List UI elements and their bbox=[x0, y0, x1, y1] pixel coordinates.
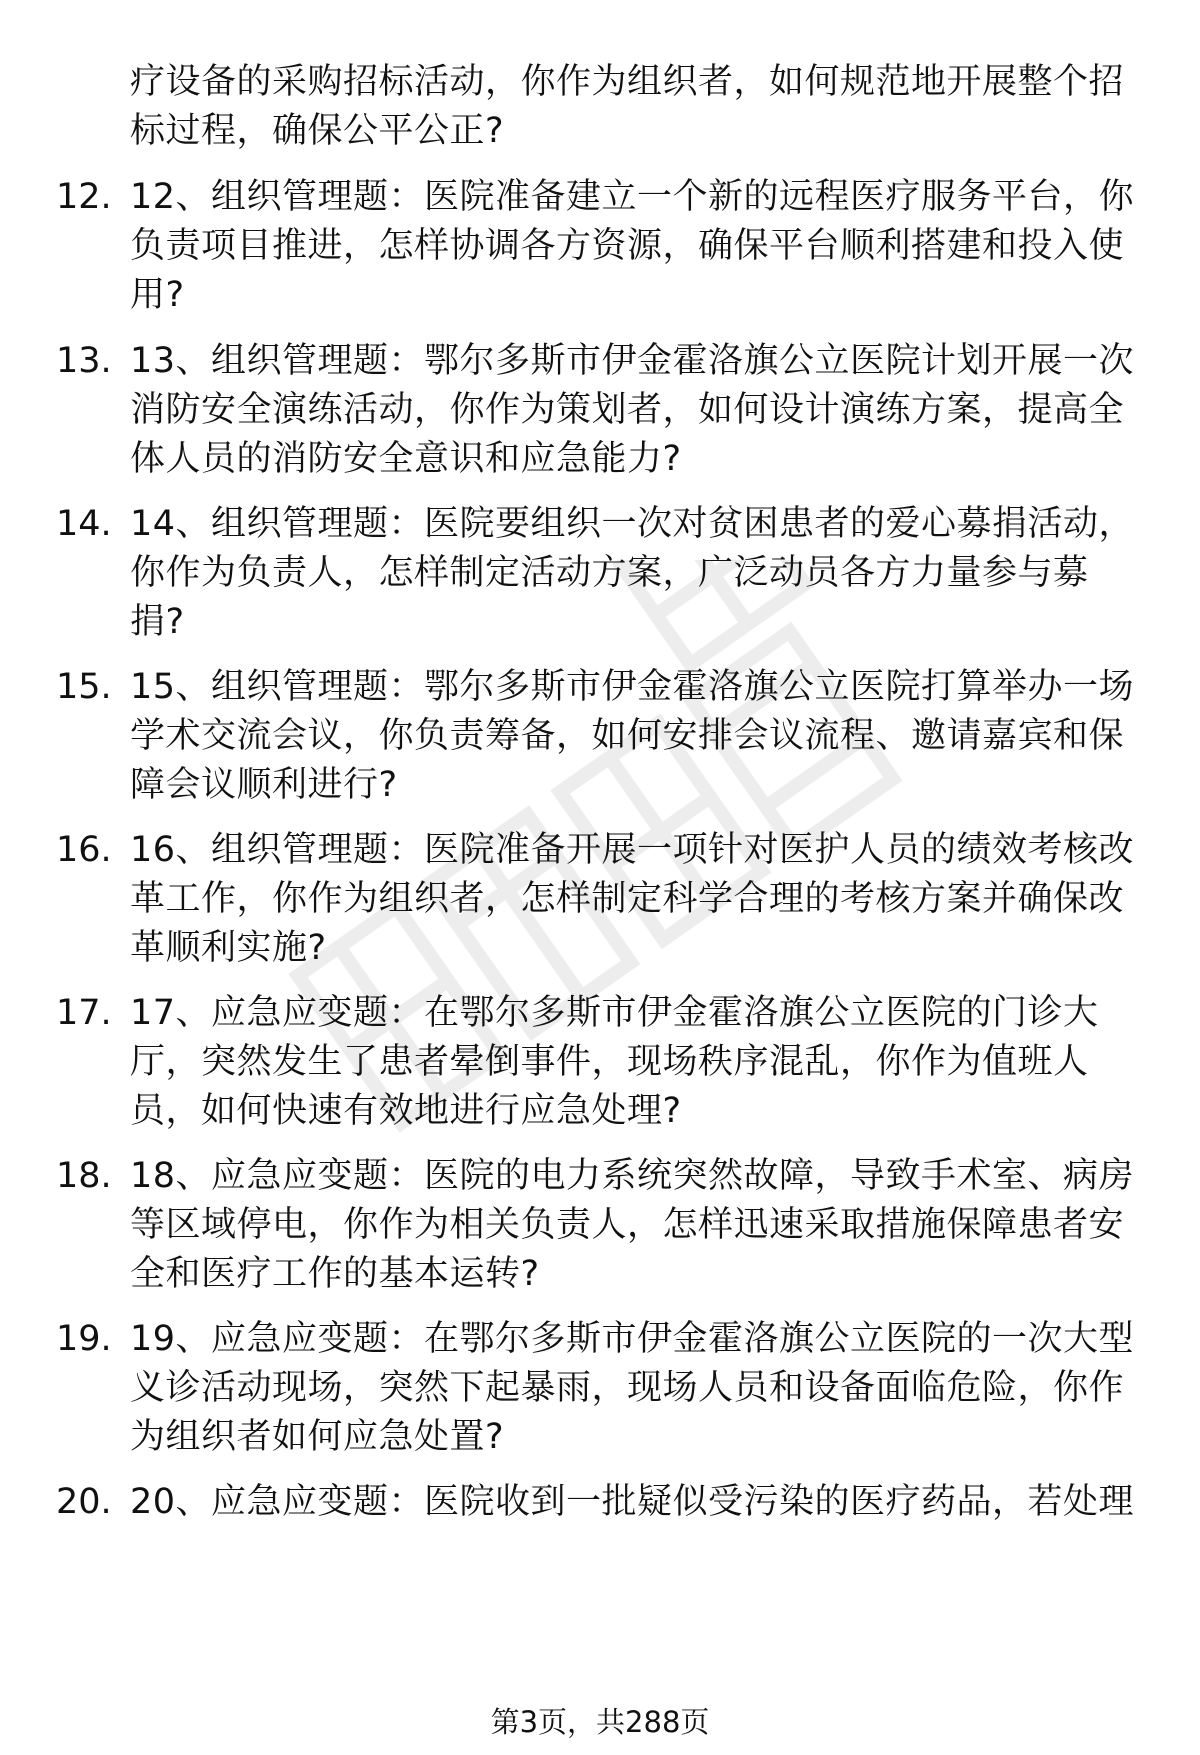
question-number: 15. bbox=[56, 667, 112, 707]
question-text: 13、组织管理题：鄂尔多斯市伊金霍洛旗公立医院计划开展一次消防安全演练活动，你作为策划者，如何设计演练方案，提高全体人员的消防安全意识和应急能力? bbox=[130, 341, 1135, 479]
question-text: 16、组织管理题：医院准备开展一项针对医护人员的绩效考核改革工作，你作为组织者，怎样制定科学合理的考核方案并确保改革顺利实施? bbox=[130, 830, 1135, 968]
question-number: 19. bbox=[56, 1319, 112, 1359]
question-number: 16. bbox=[56, 830, 112, 870]
question-text: 18、应急应变题：医院的电力系统突然故障，导致手术室、病房等区域停电，你作为相关负责人，怎样迅速采取措施保障患者安全和医疗工作的基本运转? bbox=[130, 1156, 1135, 1294]
intro-continuation-text: 疗设备的采购招标活动，你作为组织者，如何规范地开展整个招标过程，确保公平公正? bbox=[130, 62, 1125, 151]
question-text: 15、组织管理题：鄂尔多斯市伊金霍洛旗公立医院打算举办一场学术交流会议，你负责筹备，如何安排会议流程、邀请嘉宾和保障会议顺利进行? bbox=[130, 667, 1135, 805]
page-footer: 第3页，共288页 bbox=[490, 1705, 710, 1739]
question-text: 12、组织管理题：医院准备建立一个新的远程医疗服务平台，你负责项目推进，怎样协调各方资源，确保平台顺利搭建和投入使用? bbox=[130, 177, 1135, 315]
question-number: 17. bbox=[56, 993, 112, 1033]
question-text: 20、应急应变题：医院收到一批疑似受污染的医疗药品，若处理 bbox=[130, 1482, 1135, 1522]
question-number: 20. bbox=[56, 1482, 112, 1522]
question-text: 14、组织管理题：医院要组织一次对贫困患者的爱心募捐活动，你作为负责人，怎样制定活动方案，广泛动员各方力量参与募捐? bbox=[130, 504, 1135, 642]
question-number: 18. bbox=[56, 1156, 112, 1196]
question-text: 17、应急应变题：在鄂尔多斯市伊金霍洛旗公立医院的门诊大厅，突然发生了患者晕倒事件，现场秩序混乱，你作为值班人员，如何快速有效地进行应急处理? bbox=[130, 993, 1099, 1131]
question-text: 19、应急应变题：在鄂尔多斯市伊金霍洛旗公立医院的一次大型义诊活动现场，突然下起暴雨，现场人员和设备面临危险，你作为组织者如何应急处置? bbox=[130, 1319, 1135, 1457]
question-number: 12. bbox=[56, 177, 112, 217]
question-number: 14. bbox=[56, 504, 112, 544]
question-number: 13. bbox=[56, 341, 112, 381]
